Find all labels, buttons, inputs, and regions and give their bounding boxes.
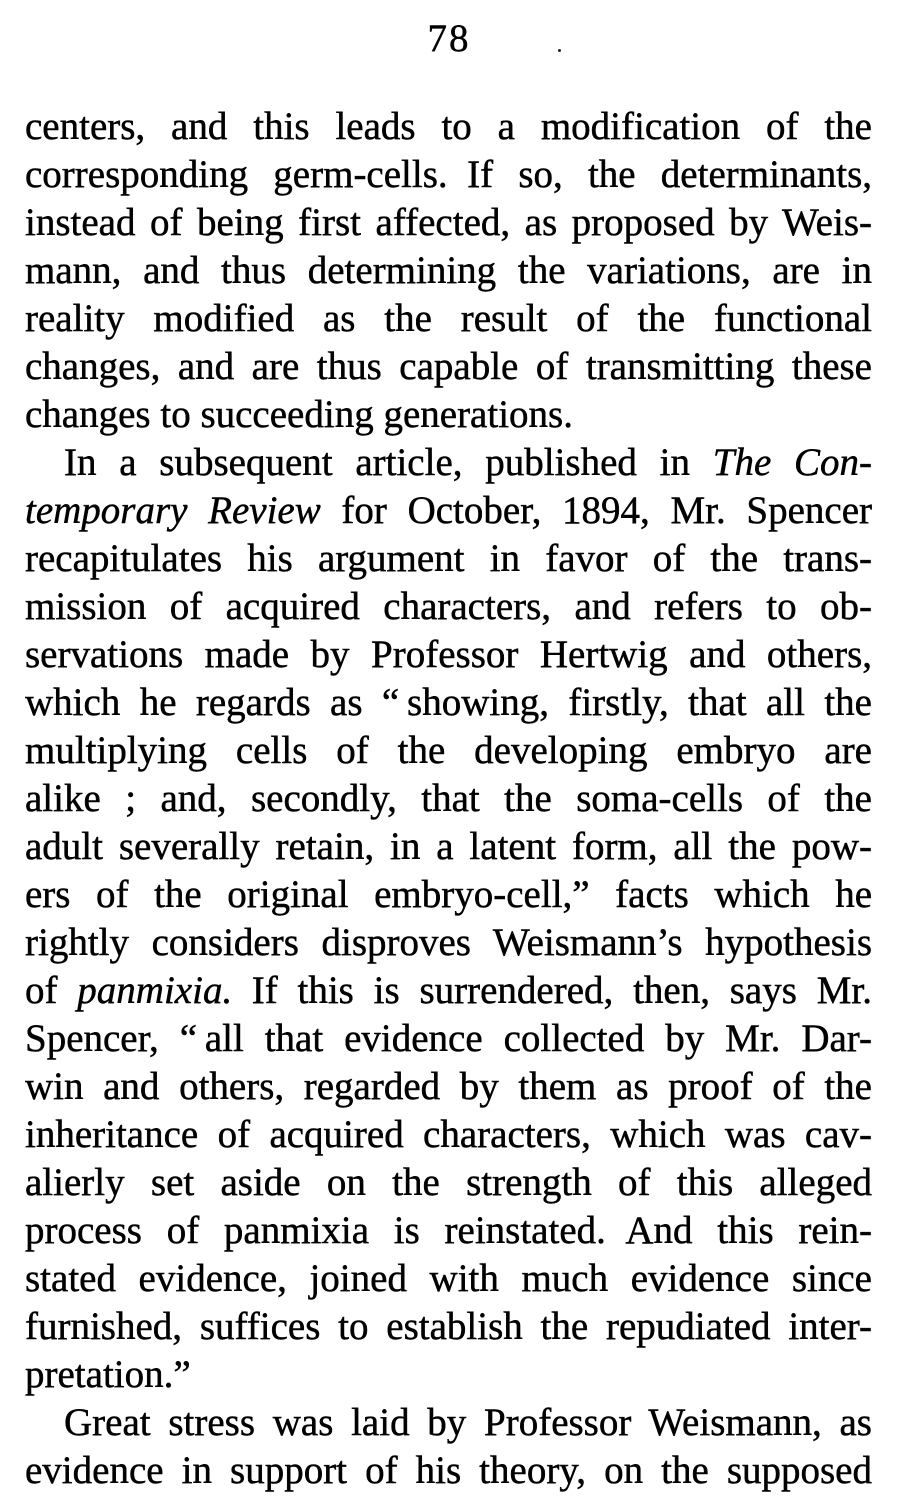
text-segment: process of panmixia is reinstated. And this rein- xyxy=(25,1209,872,1252)
text-segment: adult severally retain, in a latent form, all the pow- xyxy=(25,825,872,868)
page-number: 78 xyxy=(427,17,471,60)
text-line xyxy=(25,1159,872,1207)
page-body xyxy=(25,103,872,1495)
text-segment: for October, 1894, Mr. Spencer xyxy=(320,489,872,532)
paragraph xyxy=(25,1399,872,1495)
italic-text-segment: panmixia. xyxy=(77,969,233,1012)
text-segment: rightly considers disproves Weismann’s hypothesis xyxy=(25,921,872,964)
text-segment: servations made by Professor Hertwig and others, xyxy=(25,633,872,676)
ink-speck xyxy=(558,49,561,52)
text-line xyxy=(25,823,872,871)
text-line xyxy=(25,1255,872,1303)
text-segment: In a subsequent article, published in xyxy=(64,441,713,484)
text-line xyxy=(25,775,872,823)
text-segment: multiplying cells of the developing embryo are xyxy=(25,729,872,772)
text-line xyxy=(25,391,872,439)
text-segment: evidence in support of his theory, on the supposed xyxy=(25,1449,872,1492)
paragraph xyxy=(25,439,872,1399)
text-line xyxy=(25,679,872,727)
text-line xyxy=(25,1063,872,1111)
text-line xyxy=(25,967,872,1015)
text-segment: recapitulates his argument in favor of the trans- xyxy=(25,537,872,580)
text-segment: reality modified as the result of the functional xyxy=(25,297,872,340)
text-segment: Spencer, “ all that evidence collected by Mr. Dar- xyxy=(25,1017,872,1060)
text-segment: alierly set aside on the strength of this alleged xyxy=(25,1161,872,1204)
text-line xyxy=(25,919,872,967)
text-line xyxy=(25,247,872,295)
text-segment: corresponding germ-cells. If so, the determinants, xyxy=(25,153,872,196)
text-line xyxy=(25,1351,872,1399)
text-line xyxy=(25,631,872,679)
text-segment: mission of acquired characters, and refers to ob- xyxy=(25,585,872,628)
text-segment: ers of the original embryo-cell,” facts which he xyxy=(25,873,872,916)
text-segment: If this is surrendered, then, says Mr. xyxy=(232,969,872,1012)
text-segment: instead of being first affected, as proposed by Weis- xyxy=(25,201,872,244)
text-line xyxy=(25,151,872,199)
text-segment: win and others, regarded by them as proof of the xyxy=(25,1065,872,1108)
italic-text-segment: temporary Review xyxy=(25,489,321,532)
text-segment: pretation.” xyxy=(25,1353,191,1396)
text-line xyxy=(25,1111,872,1159)
text-line xyxy=(25,1447,872,1495)
text-segment: mann, and thus determining the variations, are in xyxy=(25,249,872,292)
text-segment: which he regards as “ showing, firstly, that all the xyxy=(25,681,872,724)
text-segment: inheritance of acquired characters, which was cav- xyxy=(25,1113,872,1156)
text-line xyxy=(25,1303,872,1351)
text-segment: alike ; and, secondly, that the soma-cells of the xyxy=(25,777,872,820)
text-line xyxy=(25,871,872,919)
text-segment: changes to succeeding generations. xyxy=(25,393,573,436)
text-line xyxy=(25,1207,872,1255)
text-segment: stated evidence, joined with much evidence since xyxy=(25,1257,872,1300)
text-segment: changes, and are thus capable of transmitting these xyxy=(25,345,872,388)
text-segment: centers, and this leads to a modification of the xyxy=(25,105,872,148)
text-segment: of xyxy=(25,969,78,1012)
text-segment: furnished, suffices to establish the repudiated inter- xyxy=(25,1305,872,1348)
text-line xyxy=(25,1399,872,1447)
text-line xyxy=(25,583,872,631)
text-line xyxy=(25,343,872,391)
text-line xyxy=(25,487,872,535)
text-line xyxy=(25,439,872,487)
text-line xyxy=(25,295,872,343)
text-line xyxy=(25,727,872,775)
text-line xyxy=(25,535,872,583)
paragraph xyxy=(25,103,872,439)
text-line xyxy=(25,103,872,151)
text-line xyxy=(25,1015,872,1063)
italic-text-segment: The Con- xyxy=(712,441,872,484)
text-line xyxy=(25,199,872,247)
text-segment: Great stress was laid by Professor Weismann, as xyxy=(64,1401,872,1444)
